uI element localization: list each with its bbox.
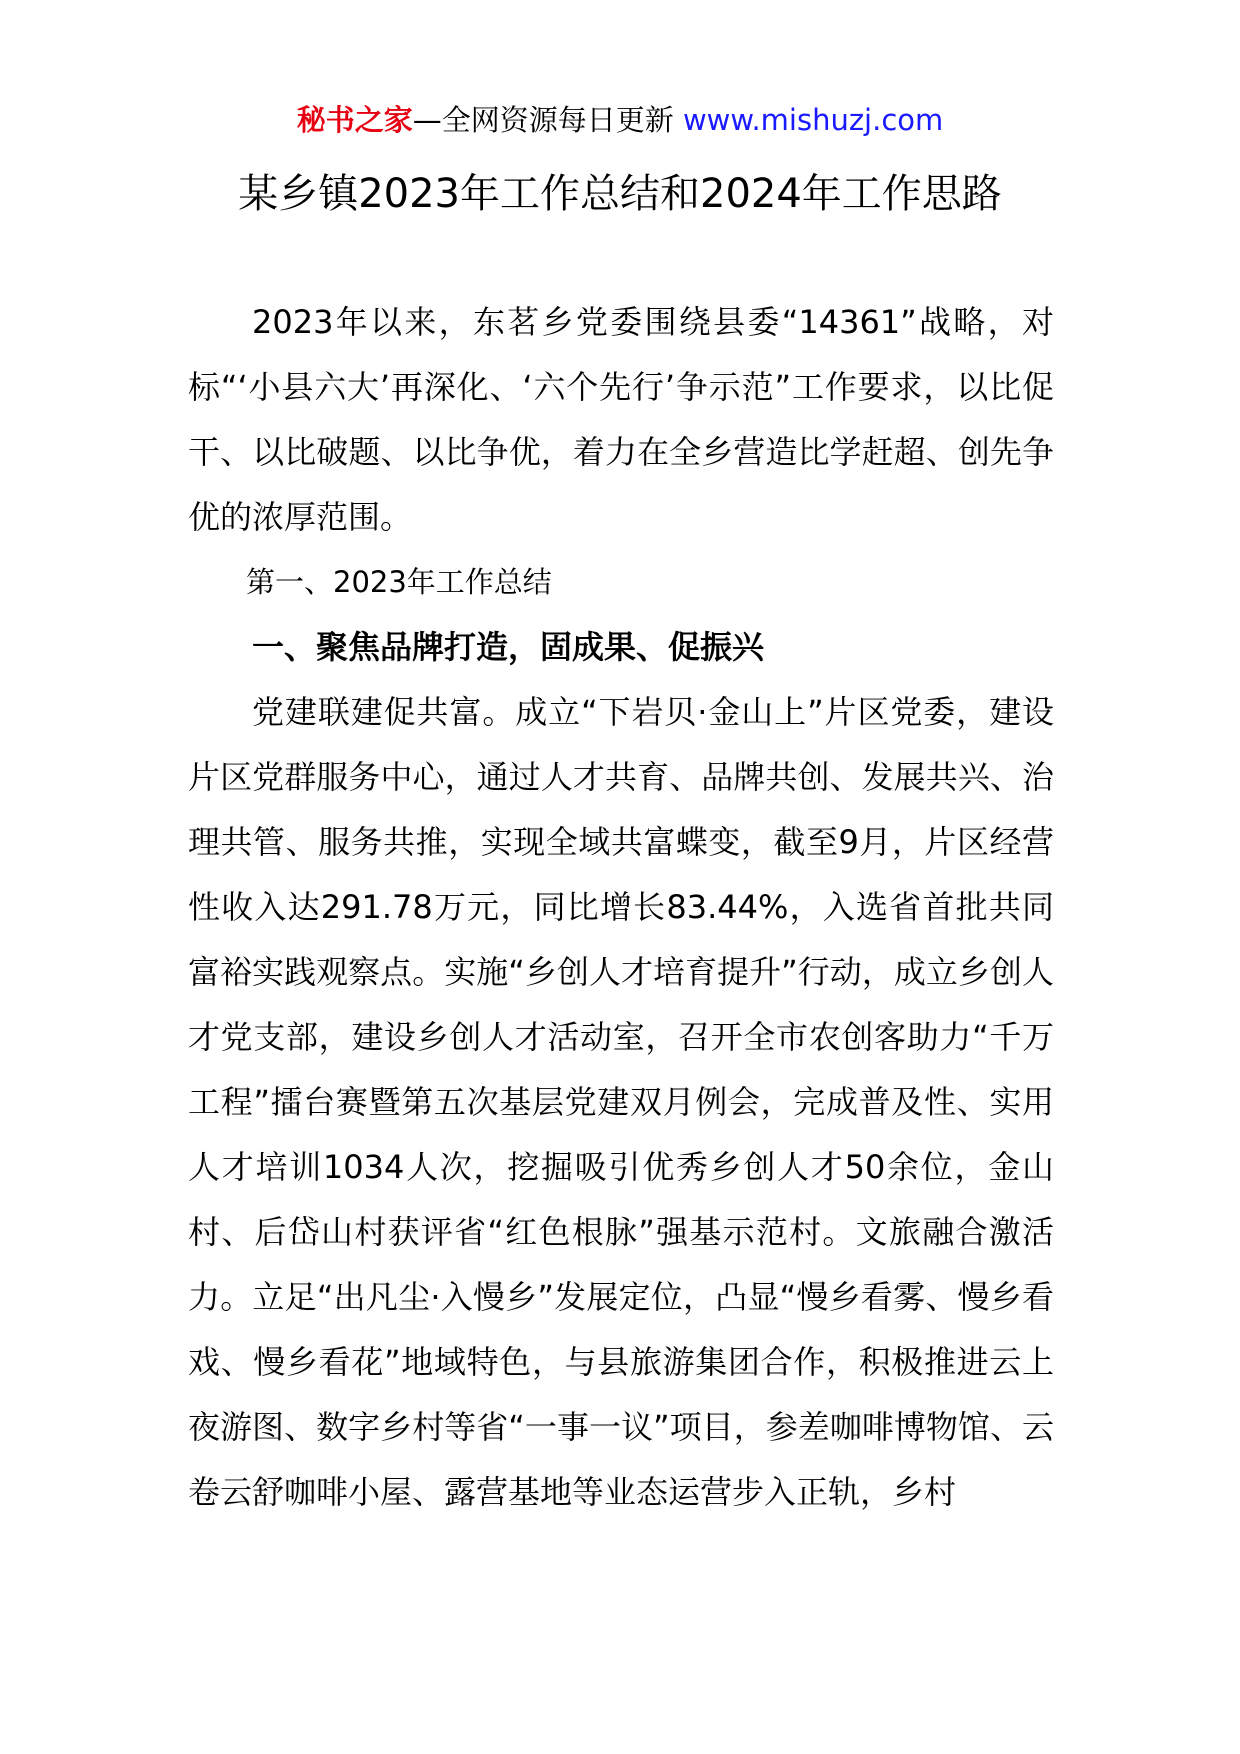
brand-name: 秘书之家: [296, 103, 413, 137]
intro-paragraph: 2023年以来，东茗乡党委围绕县委“14361”战略，对标“‘小县六大’再深化、‘六个先行’争示范”工作要求，以比促干、以比破题、以比争优，着力在全乡营造比学赶超、创先争优的浓厚范围。: [188, 303, 1054, 536]
body-paragraph: 党建联建促共富。成立“下岩贝·金山上”片区党委，建设片区党群服务中心，通过人才共育、品牌共创、发展共兴、治理共管、服务共推，实现全域共富蝶变，截至9月，片区经营性收入达291.78万元，同比增长83.44%，入选省首批共同富裕实践观察点。实施“乡创人才培育提升”行动，成立乡创人才党支部，建设乡创人才活动室，召开全市农创客助力“千万工程”擂台赛暨第五次基层党建双月例会，完成普及性、实用人才培训1034人次，挖掘吸引优秀乡创人才50余位，金山村、后岱山村获评省“红色根脉”强基示范村。文旅融合激活力。立足“出凡尘·入慢乡”发展定位，凸显“慢乡看雾、慢乡看戏、慢乡看花”地域特色，与县旅游集团合作，积极推进云上夜游图、数字乡村等省“一事一议”项目，参差咖啡博物馆、云卷云舒咖啡小屋、露营基地等业态运营步入正轨，乡村: [188, 693, 1054, 1511]
section-title: 第一、2023年工作总结: [246, 565, 552, 599]
banner-tagline: —全网资源每日更新: [412, 103, 683, 137]
section-heading: 一、聚焦品牌打造，固成果、促振兴: [252, 628, 765, 666]
site-banner: [0, 100, 1240, 140]
document-title: 某乡镇2023年工作总结和2024年工作思路: [238, 171, 1002, 217]
site-url-link[interactable]: www.mishuzj.com: [682, 103, 944, 137]
document-body: [188, 290, 1054, 1525]
